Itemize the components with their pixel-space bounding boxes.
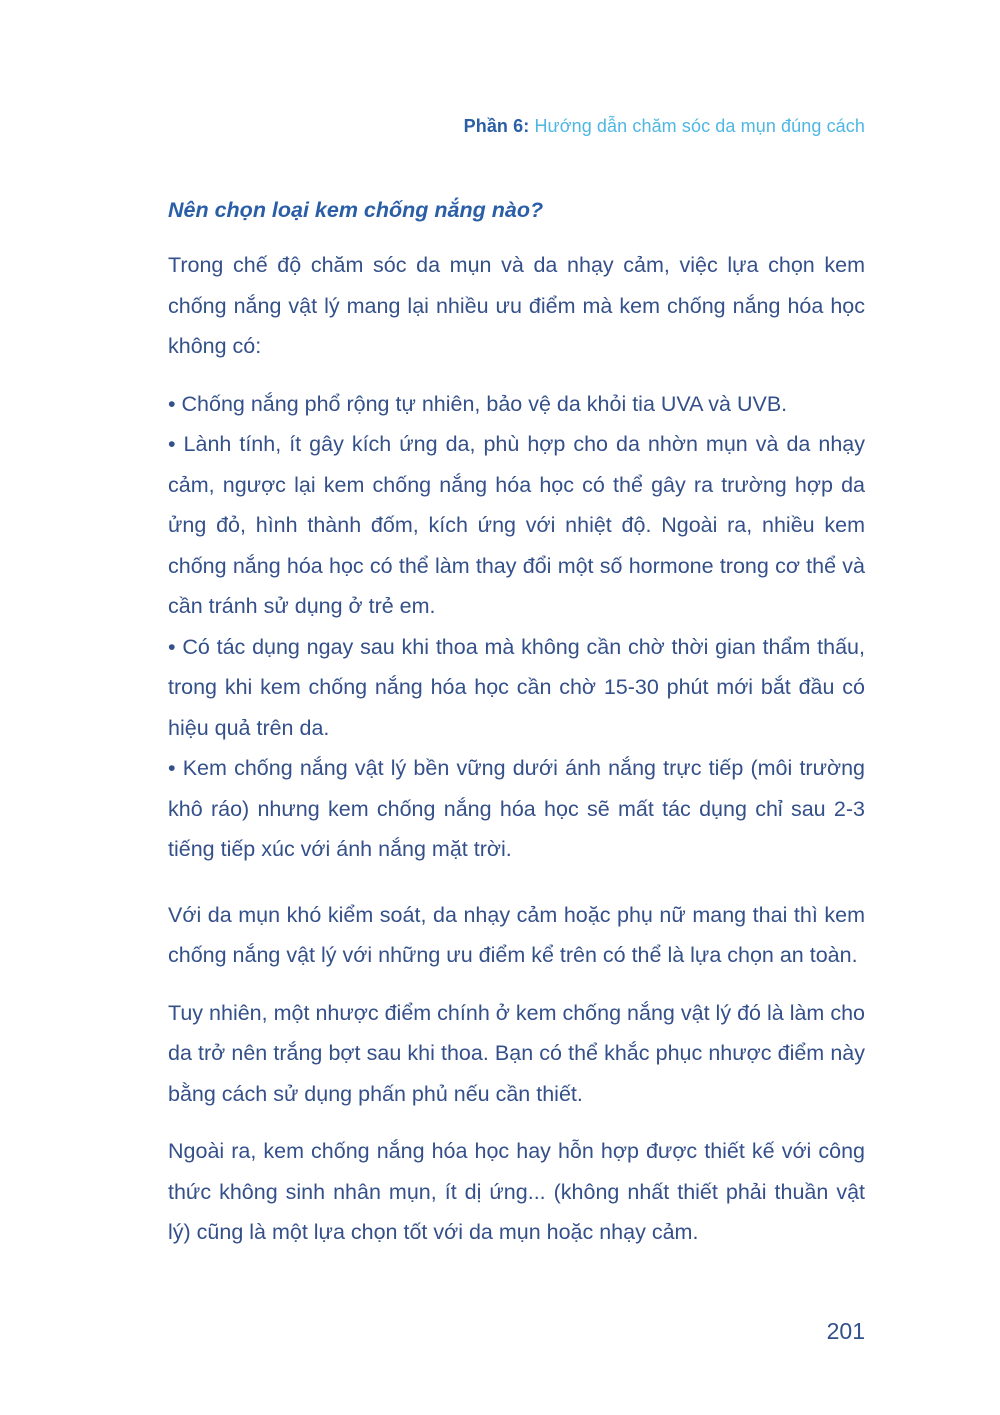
body-paragraph: Với da mụn khó kiểm soát, da nhạy cảm hoặc phụ nữ mang thai thì kem chống nắng vật lý với những ưu điểm kể trên có thể là lựa chọn an toàn. xyxy=(168,902,865,967)
page-content xyxy=(168,192,865,1270)
body-paragraph: Ngoài ra, kem chống nắng hóa học hay hỗn hợp được thiết kế với công thức không sinh nhân mụn, ít dị ứng... (không nhất thiết phải thuần vật lý) cũng là một lựa chọn tốt với da mụn hoặc nhạy cảm. xyxy=(168,1139,865,1244)
section-title: Hướng dẫn chăm sóc da mụn đúng cách xyxy=(534,116,865,136)
list-item: • Kem chống nắng vật lý bền vững dưới ánh nắng trực tiếp (môi trường khô ráo) nhưng kem chống nắng hóa học sẽ mất tác dụng chỉ sau 2-3 tiếng tiếp xúc với ánh nắng mặt trời. xyxy=(168,756,865,861)
list-item: • Lành tính, ít gây kích ứng da, phù hợp cho da nhờn mụn và da nhạy cảm, ngược lại kem chống nắng hóa học có thể gây ra trường hợp da ửng đỏ, hình thành đốm, kích ứng với nhiệt độ. Ngoài ra, nhiều kem chống nắng hóa học có thể làm thay đổi một số hormone trong cơ thể và cần tránh sử dụng ở trẻ em. xyxy=(168,432,865,618)
section-label: Phần 6: xyxy=(463,116,530,136)
list-item: • Có tác dụng ngay sau khi thoa mà không cần chờ thời gian thẩm thấu, trong khi kem chống nắng hóa học cần chờ 15-30 phút mới bắt đầu có hiệu quả trên da. xyxy=(168,634,865,740)
section-heading: Nên chọn loại kem chống nắng nào? xyxy=(168,198,544,222)
intro-paragraph: Trong chế độ chăm sóc da mụn và da nhạy cảm, việc lựa chọn kem chống nắng vật lý mang lại nhiều ưu điểm mà kem chống nắng hóa học không có: xyxy=(168,253,865,358)
page-number: 201 xyxy=(826,1318,865,1344)
running-header xyxy=(464,116,865,137)
body-paragraph: Tuy nhiên, một nhược điểm chính ở kem chống nắng vật lý đó là làm cho da trở nên trắng bợt sau khi thoa. Bạn có thể khắc phục nhược điểm này bằng cách sử dụng phấn phủ nếu cần thiết. xyxy=(168,1000,865,1106)
list-item: • Chống nắng phổ rộng tự nhiên, bảo vệ da khỏi tia UVA và UVB. xyxy=(168,391,788,416)
benefits-list xyxy=(168,384,865,870)
